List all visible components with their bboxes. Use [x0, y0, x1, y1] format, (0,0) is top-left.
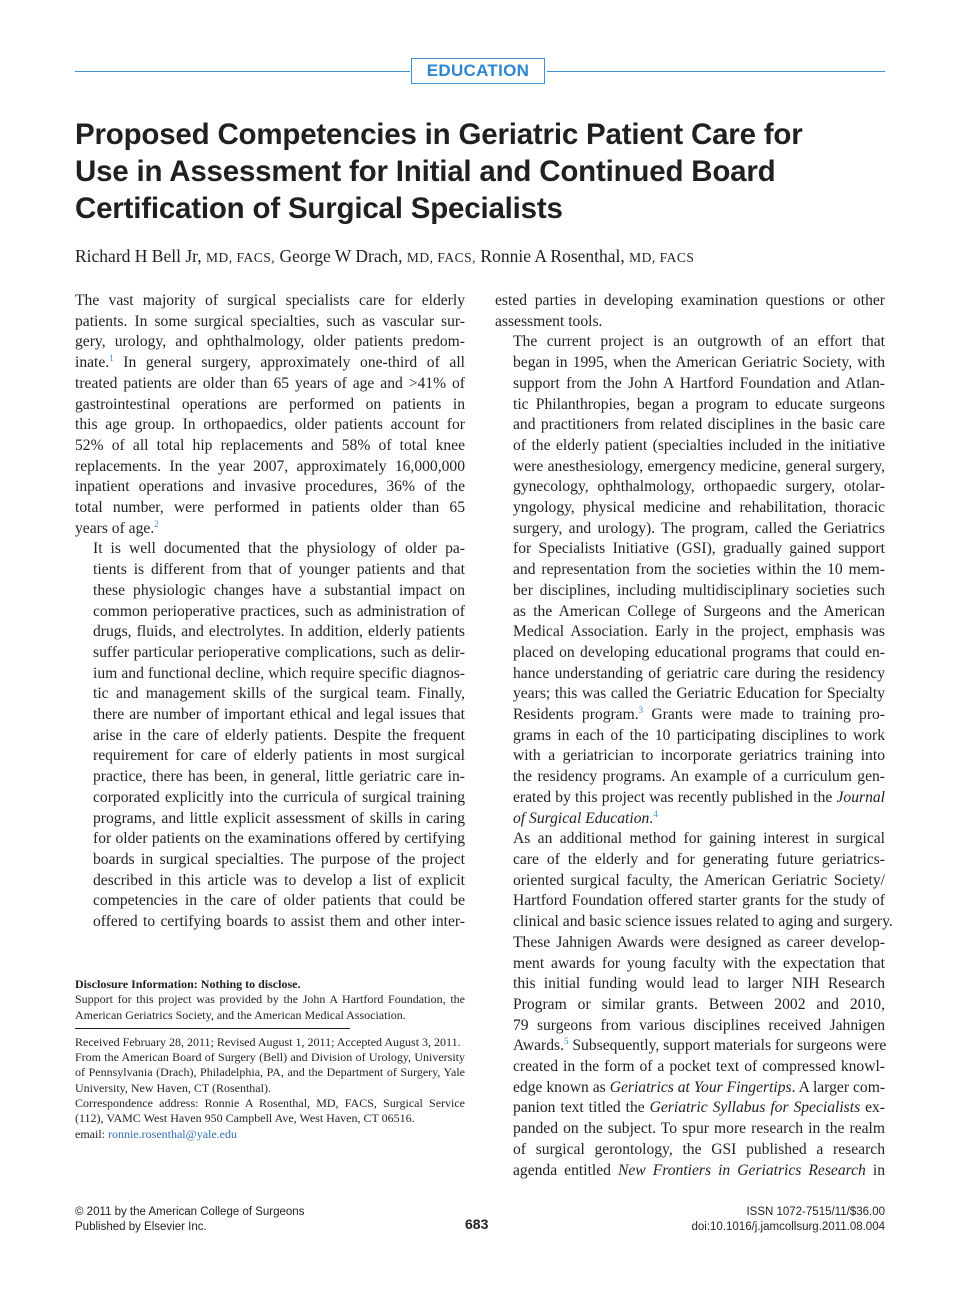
text-line: oriented surgical faculty, the American Geriatric Society/ — [513, 871, 885, 889]
text-line — [495, 809, 885, 830]
paragraph — [75, 291, 465, 539]
reference-link[interactable]: 2 — [154, 518, 159, 529]
text-fragment: agenda entitled — [513, 1161, 618, 1179]
text-line: offered to certifying boards to assist them and other inter- — [93, 913, 465, 931]
text-line: suffer particular perioperative complications, such as delir- — [93, 643, 465, 661]
text-line: for older patients on the examinations offered by certifying — [93, 830, 465, 848]
text-line: support from the John A Hartford Foundation and Atlan- — [513, 374, 885, 392]
text-line: total number, were performed in patients older than 65 — [75, 499, 465, 517]
received-note: Received February 28, 2011; Revised August 1, 2011; Accepted August 3, 2011. — [75, 1034, 461, 1049]
section-header — [75, 58, 885, 86]
text-line: corporated explicitly into the curricula of surgical training — [93, 788, 465, 806]
text-line: panded on the subject. To spur more research in the realm — [513, 1120, 885, 1138]
text-line: ested parties in developing examination questions or other — [495, 292, 885, 309]
text-line: ium and functional decline, which require specific diagnos- — [93, 664, 465, 682]
text-line: 52% of all total hip replacements and 58% of total knee — [75, 436, 465, 454]
text-line: requirement for care of elderly patients in most surgical — [93, 747, 465, 765]
author-credentials: MD, FACS, — [206, 250, 276, 265]
text-fragment: . A larger com- — [791, 1078, 886, 1096]
text-line: began in 1995, when the American Geriatric Society, with — [513, 354, 885, 372]
body-column-left — [75, 291, 465, 933]
text-line: hance understanding of geriatric care during the residency — [513, 664, 885, 682]
text-line: replacements. In the year 2007, approximately 16,000,000 — [75, 457, 465, 475]
text-line: The vast majority of surgical specialists care for elderly — [75, 292, 465, 309]
text-fragment: erated by this project was recently published in the — [513, 788, 837, 806]
correspondence-note: Correspondence address: Ronnie A Rosenthal, MD, FACS, Surgical Service (112), VAMC West Haven 950 Campbell Ave, West Haven, CT 06516. — [75, 1096, 465, 1126]
text-line: tic Philanthropies, began a program to educate surgeons — [513, 395, 885, 413]
paragraph — [495, 332, 885, 829]
text-line: there are number of important ethical and legal issues that — [93, 706, 465, 724]
text-fragment: Subsequently, support materials for surgeons were — [568, 1037, 887, 1055]
text-fragment: In general surgery, approximately one-third of all — [113, 354, 465, 372]
text-fragment: Grants were made to training pro- — [643, 706, 886, 724]
journal-title: Journal — [836, 788, 885, 806]
text-fragment: ex- — [860, 1099, 885, 1117]
text-line: The current project is an outgrowth of an effort that — [513, 333, 885, 351]
text-line: inpatient operations and invasive procedures, 36% of the — [75, 478, 465, 496]
text-line: patients. In some surgical specialties, such as vascular sur- — [75, 312, 465, 330]
text-line: tic and management skills of the surgical team. Finally, — [93, 685, 465, 703]
text-line: assessment tools. — [495, 312, 603, 330]
text-fragment: Residents program. — [513, 706, 639, 724]
text-line: common perioperative practices, such as administration of — [93, 602, 465, 620]
text-fragment: years of age. — [75, 519, 155, 537]
text-line — [495, 1036, 885, 1057]
text-line — [495, 1161, 885, 1182]
text-line: and practitioners from related disciplines in the basic care — [513, 416, 885, 434]
text-fragment: . — [649, 809, 654, 827]
text-line: Program or similar grants. Between 2002 and 2010, — [513, 995, 885, 1013]
text-fragment: Awards. — [513, 1037, 564, 1055]
text-fragment: edge known as — [513, 1078, 610, 1096]
text-line: these physiologic changes have a substantial impact on — [93, 581, 465, 599]
text-line: as the American College of Surgeons and the American — [513, 602, 885, 620]
text-line: programs, and little explicit assessment of skills in caring — [93, 809, 465, 827]
text-line: arise in the care of elderly patients. Despite the frequent — [93, 726, 465, 744]
reference-link[interactable]: 5 — [563, 1036, 569, 1047]
issn-line: ISSN 1072-7515/11/$36.00 — [746, 1206, 885, 1218]
paragraph — [495, 829, 893, 1181]
journal-title: of Surgical Education — [513, 809, 650, 827]
page-number: 683 — [465, 1216, 489, 1232]
text-line: the residency programs. An example of a curriculum gen- — [513, 768, 885, 786]
publisher-line: Published by Elsevier Inc. — [75, 1221, 207, 1233]
text-line: placed on developing educational programs that could en- — [513, 643, 885, 661]
text-line — [75, 353, 465, 374]
author-name: Richard H Bell Jr, — [75, 246, 202, 266]
text-line: surgery, and urology). The program, called the Geriatrics — [513, 519, 885, 537]
footer-right — [691, 1205, 885, 1235]
text-line: tients is different from that of younger patients and that — [93, 561, 465, 579]
text-line: drugs, fluids, and electrolytes. In addition, elderly patients — [93, 623, 465, 641]
text-line: care of the elderly and for generating future geriatrics- — [513, 850, 885, 868]
text-line: this age group. In orthopaedics, older patients account for — [75, 416, 465, 434]
text-line: competencies in the care of older patients that could be — [93, 892, 465, 910]
title-line: Certification of Surgical Specialists — [75, 192, 563, 225]
text-line — [495, 705, 885, 726]
copyright-line: © 2011 by the American College of Surgeons — [75, 1206, 305, 1218]
section-label: EDUCATION — [411, 58, 545, 84]
text-line: practice, there has been, in general, little geriatric care in- — [93, 768, 465, 786]
title-line: Use in Assessment for Initial and Continued Board — [75, 155, 776, 188]
paragraph — [75, 539, 465, 932]
text-line: for Specialists Initiative (GSI), gradually gained support — [513, 540, 885, 558]
text-line: with a geriatrician to incorporate geriatrics training into — [513, 747, 885, 765]
email-label: email: — [75, 1126, 108, 1141]
support-note: Support for this project was provided by the John A Hartford Foundation, the American Geriatrics Society, and the American Medical Association. — [75, 992, 465, 1022]
article-title — [75, 116, 885, 227]
text-fragment: inate. — [75, 354, 110, 372]
book-title: Geriatrics at Your Fingertips — [609, 1078, 792, 1096]
text-fragment: in — [865, 1161, 886, 1179]
author-credentials: MD, FACS, — [406, 250, 477, 265]
text-line: and representation from the societies within the 10 mem- — [513, 561, 885, 579]
text-line: years; this was called the Geriatric Education for Specialty — [513, 685, 885, 703]
paragraph — [495, 291, 885, 332]
author-credentials: MD, FACS — [629, 250, 695, 265]
book-title: New Frontiers in Geriatrics Research — [617, 1161, 866, 1179]
text-line: of surgical gerontology, the GSI published a research — [513, 1140, 885, 1158]
text-line: clinical and basic science issues related to aging and surgery. — [513, 913, 893, 931]
article-footnotes — [75, 977, 465, 1142]
section-rule-right — [547, 71, 885, 72]
text-line: As an additional method for gaining interest in surgical — [513, 830, 885, 848]
body-column-right — [495, 291, 893, 1181]
page-footer — [75, 1205, 885, 1245]
text-line: of the elderly patient (specialties included in the initiative — [513, 436, 885, 454]
email-note — [75, 1127, 465, 1142]
text-line: grams in each of the 10 participating disciplines to work — [513, 726, 885, 744]
author-name: Ronnie A Rosenthal, — [480, 246, 625, 266]
text-line: ment awards for young faculty with the expectation that — [513, 954, 885, 972]
text-fragment: panion text titled the — [513, 1099, 650, 1117]
email-link[interactable]: ronnie.rosenthal@yale.edu — [108, 1126, 238, 1141]
section-rule-left — [75, 71, 410, 72]
book-title: Geriatric Syllabus for Specialists — [649, 1099, 861, 1117]
author-name: George W Drach, — [279, 246, 403, 266]
text-line: gastrointestinal operations are performed on patients in — [75, 395, 465, 413]
footnote-divider — [75, 1028, 350, 1029]
text-line: described in this article was to develop a list of explicit — [93, 871, 465, 889]
reference-link[interactable]: 1 — [109, 353, 114, 364]
affiliation-note: From the American Board of Surgery (Bell) and Division of Urology, University of Pennsylvania (Drach), Philadelphia, PA, and the Department of Surgery, Yale University, New Haven, CT (Rosenthal). — [75, 1050, 465, 1095]
text-line: These Jahnigen Awards were designed as career develop- — [513, 933, 885, 951]
text-line: boards in surgical specialties. The purpose of the project — [93, 850, 465, 868]
text-line: Hartford Foundation offered starter grants for the study of — [513, 892, 885, 910]
text-line: yngology, physical medicine and rehabilitation, thoracic — [513, 499, 885, 517]
text-line: 79 surgeons from various disciplines received Jahnigen — [513, 1016, 885, 1034]
text-line: ber disciplines, including multidisciplinary societies such — [513, 581, 885, 599]
author-list — [75, 246, 885, 267]
doi-line: doi:10.1016/j.jamcollsurg.2011.08.004 — [691, 1221, 885, 1233]
text-line: were anesthesiology, emergency medicine, general surgery, — [513, 457, 885, 475]
reference-link[interactable]: 4 — [653, 808, 658, 819]
title-line: Proposed Competencies in Geriatric Patient Care for — [75, 118, 803, 151]
text-line: gery, urology, and ophthalmology, older patients predom- — [75, 333, 465, 351]
footer-left — [75, 1205, 304, 1235]
text-line: this initial funding would lead to larger NIH Research — [513, 975, 885, 993]
text-line: It is well documented that the physiology of older pa- — [93, 540, 465, 558]
disclosure-note: Disclosure Information: Nothing to disclose. — [75, 977, 301, 991]
text-line: gynecology, ophthalmology, orthopaedic surgery, otolar- — [513, 478, 885, 496]
text-line: treated patients are older than 65 years of age and >41% of — [75, 374, 465, 392]
text-line — [495, 1098, 885, 1119]
text-line — [75, 519, 465, 540]
text-line: created in the form of a pocket text of compressed knowl- — [513, 1058, 885, 1076]
text-line: Medical Association. Early in the project, emphasis was — [513, 623, 885, 641]
text-line — [495, 1078, 885, 1099]
text-line — [495, 788, 885, 809]
reference-link[interactable]: 3 — [638, 705, 644, 716]
